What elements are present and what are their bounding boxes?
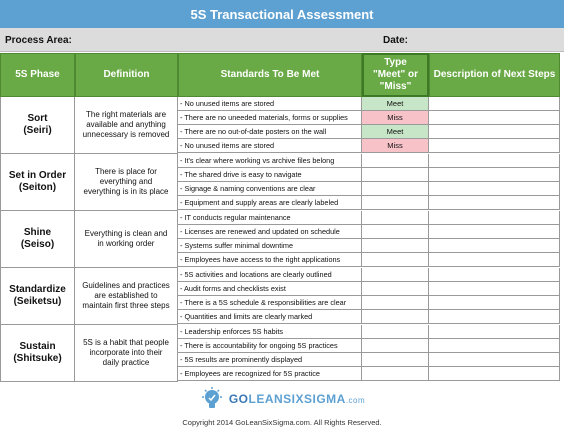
phase-name-cell [0, 325, 75, 382]
standard-text: - 5S activities and locations are clearly outlined [178, 268, 362, 281]
phase-group [0, 154, 560, 211]
phase-definition: Guidelines and practices are established to maintain first three steps [75, 268, 178, 325]
copyright-text: Copyright 2014 GoLeanSixSigma.com. All Rights Reserved. [182, 418, 382, 427]
standard-text: - Audit forms and checklists exist [178, 282, 362, 295]
header-type: Type "Meet" or "Miss" [362, 53, 429, 97]
phase-name: Set in Order [8, 170, 67, 181]
type-cell[interactable] [362, 225, 429, 238]
brand-logo [0, 384, 564, 414]
phase-japanese-name: (Seiton) [18, 182, 57, 193]
type-cell[interactable] [362, 339, 429, 352]
table-row [178, 268, 560, 282]
lightbulb-icon [199, 386, 225, 412]
standard-text: - No unused items are stored [178, 139, 362, 152]
table-row [178, 182, 560, 196]
phase-name: Standardize [9, 284, 66, 295]
table-row [178, 253, 560, 267]
type-cell[interactable] [362, 367, 429, 380]
phase-group [0, 211, 560, 268]
phase-name-cell [0, 97, 75, 154]
brand-name: GOLEANSIXSIGMA.com [228, 392, 366, 406]
next-steps-cell[interactable] [429, 196, 560, 209]
table-row [178, 139, 560, 153]
next-steps-cell[interactable] [429, 310, 560, 323]
table-row [178, 282, 560, 296]
standard-text: - It's clear where working vs archive files belong [178, 154, 362, 167]
type-cell[interactable]: Meet [362, 125, 429, 138]
standard-text: - Employees are recognized for 5S practice [178, 367, 362, 380]
header-phase: 5S Phase [0, 53, 75, 97]
next-steps-cell[interactable] [429, 339, 560, 352]
phase-group [0, 268, 560, 325]
type-cell[interactable]: Miss [362, 139, 429, 152]
next-steps-cell[interactable] [429, 97, 560, 110]
next-steps-cell[interactable] [429, 225, 560, 238]
next-steps-cell[interactable] [429, 353, 560, 366]
table-row [178, 296, 560, 310]
table-row [178, 168, 560, 182]
next-steps-cell[interactable] [429, 325, 560, 338]
next-steps-cell[interactable] [429, 211, 560, 224]
next-steps-cell[interactable] [429, 282, 560, 295]
standard-text: - Systems suffer minimal downtime [178, 239, 362, 252]
standard-text: - There is a 5S schedule & responsibilities are clear [178, 296, 362, 309]
type-cell[interactable] [362, 325, 429, 338]
table-row [178, 97, 560, 111]
table-row [178, 353, 560, 367]
table-row [178, 225, 560, 239]
type-cell[interactable]: Meet [362, 97, 429, 110]
header-standards: Standards To Be Met [178, 53, 362, 97]
phase-name-cell [0, 154, 75, 211]
standard-text: - There are no uneeded materials, forms or supplies [178, 111, 362, 124]
standard-text: - Signage & naming conventions are clear [178, 182, 362, 195]
table-row [178, 325, 560, 339]
phase-definition: 5S is a habit that people incorporate into their daily practice [75, 325, 178, 382]
standard-text: - Quantities and limits are clearly marked [178, 310, 362, 323]
next-steps-cell[interactable] [429, 253, 560, 266]
type-cell[interactable] [362, 282, 429, 295]
process-area-label: Process Area: [5, 35, 72, 46]
phase-group [0, 97, 560, 154]
next-steps-cell[interactable] [429, 239, 560, 252]
phase-definition: Everything is clean and in working order [75, 211, 178, 268]
table-row [178, 111, 560, 125]
next-steps-cell[interactable] [429, 268, 560, 281]
next-steps-cell[interactable] [429, 296, 560, 309]
type-cell[interactable] [362, 239, 429, 252]
table-row [178, 239, 560, 253]
phase-name: Sort [27, 113, 48, 124]
table-row [178, 367, 560, 381]
table-row [178, 211, 560, 225]
phase-name-cell [0, 268, 75, 325]
standard-text: - There are no out-of-date posters on the wall [178, 125, 362, 138]
page-title: 5S Transactional Assessment [0, 0, 564, 28]
next-steps-cell[interactable] [429, 125, 560, 138]
header-description: Description of Next Steps [429, 53, 560, 97]
type-cell[interactable]: Miss [362, 111, 429, 124]
table-row [178, 154, 560, 168]
next-steps-cell[interactable] [429, 111, 560, 124]
type-cell[interactable] [362, 268, 429, 281]
phase-japanese-name: (Seiso) [20, 239, 55, 250]
date-label: Date: [383, 35, 409, 46]
standard-text: - The shared drive is easy to navigate [178, 168, 362, 181]
type-cell[interactable] [362, 211, 429, 224]
phase-name: Shine [23, 227, 52, 238]
standard-text: - Employees have access to the right applications [178, 253, 362, 266]
next-steps-cell[interactable] [429, 367, 560, 380]
type-cell[interactable] [362, 196, 429, 209]
header-definition: Definition [75, 53, 178, 97]
table-row [178, 196, 560, 210]
standard-text: - Licenses are renewed and updated on schedule [178, 225, 362, 238]
type-cell[interactable] [362, 253, 429, 266]
phase-japanese-name: (Seiri) [23, 125, 52, 136]
type-cell[interactable] [362, 310, 429, 323]
process-info-row [0, 28, 564, 52]
standard-text: - Equipment and supply areas are clearly labeled [178, 196, 362, 209]
standard-text: - There is accountability for ongoing 5S practices [178, 339, 362, 352]
phase-group [0, 325, 560, 382]
type-cell[interactable] [362, 154, 429, 167]
next-steps-cell[interactable] [429, 139, 560, 152]
table-row [178, 339, 560, 353]
phase-japanese-name: (Shitsuke) [13, 353, 62, 364]
type-cell[interactable] [362, 296, 429, 309]
phase-definition: There is place for everything and everything is in its place [75, 154, 178, 211]
standard-text: - 5S results are prominently displayed [178, 353, 362, 366]
table-row [178, 310, 560, 324]
next-steps-cell[interactable] [429, 182, 560, 195]
type-cell[interactable] [362, 182, 429, 195]
standard-text: - Leadership enforces 5S habits [178, 325, 362, 338]
phase-japanese-name: (Seiketsu) [13, 296, 62, 307]
table-row [178, 125, 560, 139]
phase-definition: The right materials are available and anything unnecessary is removed [75, 97, 178, 154]
phase-name-cell [0, 211, 75, 268]
next-steps-cell[interactable] [429, 168, 560, 181]
type-cell[interactable] [362, 168, 429, 181]
phase-name: Sustain [19, 341, 56, 352]
standard-text: - No unused items are stored [178, 97, 362, 110]
next-steps-cell[interactable] [429, 154, 560, 167]
standard-text: - IT conducts regular maintenance [178, 211, 362, 224]
type-cell[interactable] [362, 353, 429, 366]
